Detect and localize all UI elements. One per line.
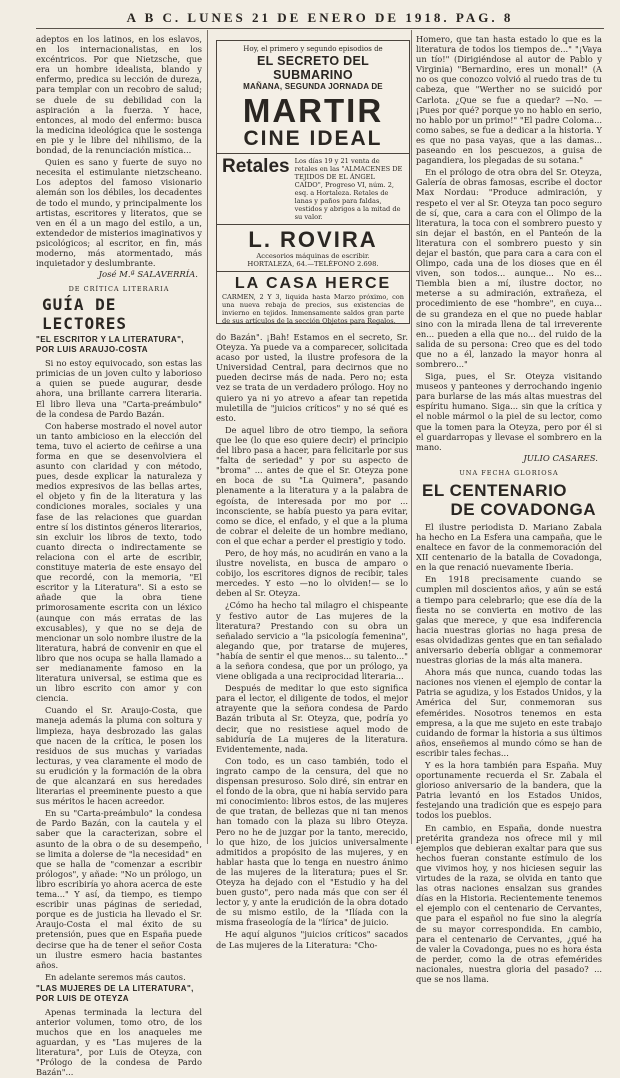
article-paragraph: Si no estoy equivocado, son estas las primicias de un joven culto y laborioso a quien se puede augurar, desde ahora, una brillante carrera literaria. El libro lleva una "Carta-preámbulo" de la condesa de Pardo Bazán.: [36, 358, 202, 419]
article-paragraph: Después de meditar lo que esto significa para el lector, el diligente de todos, el mejor atrayente que la señora condesa de Pardo Bazán tributa al Sr. Oteyza, que, podría yo decir, que no resistiese aquel modo de sabiduría de La mujeres de la literatura. Evidentemente, nada.: [216, 683, 408, 754]
ad-casa-title: LA CASA HERCE: [234, 275, 392, 292]
article-paragraph: Quien es sano y fuerte de suyo no necesita el estimulante nietzscheano. Los adeptos del famoso visionario alemán son los débiles, los decadentes de todo el mundo, y principalmente los artistas, escritores y literatos, que se ven en él a un mago del estilo, a un, extendedor de misterios imaginativos y psicológicos; al escritor, en fin, más moderno, más atormentado, más inquietador y deslumbrante.: [36, 157, 202, 269]
article-paragraph: De aquel libro de otro tiempo, la señora que lee (lo que eso quiere decir) el principio del libro pasa a hacer, para felicitarle por sus "falta de seriedad" y por su aspecto de "broma" ... antes de que el Sr. Oteyza pone en boca de su "La Quimera", pasando plenamente a la literatura y a la palabra de egoísta, de interesada por mo por ... inconsciente, se había puesto ya para evitar, como se dice, el enfado, y el que a la pluma de cobrar el deleite de un hombre mediano, con el que echar a perder el prestigio y todo.: [216, 424, 408, 546]
ad-intro: Hoy, el primero y segundo episodios de: [243, 45, 383, 53]
article-paragraph: Siga, pues, el Sr. Oteyza visitando museos y panteones y derrochando ingenio para burlarse de las más altas muestras del espíritu humano. Siga... sin que la crítica y el noble mármol o la piel de su lector, como que la tomen para la Oteyza, pero por él si el guardarropas y llevase el sombrero en la mano.: [416, 371, 602, 452]
ad-rovira-title: L. ROVIRA: [248, 227, 378, 252]
masthead: A B C. LUNES 21 DE ENERO DE 1918. PAG. 8: [126, 10, 514, 25]
article-paragraph: Pero, de hoy más, no acudirán en vano a la ilustre novelista, en busca de amparo o cobijo, los escritores dignos de recibir, tales mercedes. Y esto —no lo olviden!— se lo deben al Sr. Oteyza.: [216, 547, 408, 599]
ad-retales-text: Los días 19 y 21 venta de retales en las "ALMACENES DE TEJIDOS DE EL ÁNGEL CAÍDO", Progreso VI, núm. 2, esq. a Hortaleza. Retales de lanas y paños para faldas, vestidos y abrigos a la mitad de su valor.: [294, 157, 403, 221]
ad-cinema-name: CINE IDEAL: [243, 127, 383, 150]
ad-divider: [217, 153, 409, 154]
article-paragraph: do Bazán". ¡Bah! Estamos en el secreto, Sr. Oteyza. Ya puede va a comparecer, solicitada acaso por usted, la ilustre profesora de la Universidad Central, para decirnos que no pueden decirse más de nada. Pero no; esta vez se trata de un verdadero prólogo. Hoy no quiero ya ni yo atrevo a afear tan repetida muletilla de "juicios críticos" y no sé qué es esto.: [216, 332, 408, 423]
article-paragraph: El ilustre periodista D. Mariano Zabala ha hecho en La Esfera una campaña, que le enaltece en favor de la conmemoración del XII centenario de la batalla de Covadonga, en la que renació nuevamente Iberia.: [416, 521, 602, 573]
article-paragraph: adeptos en los latinos, en los eslavos, en los internacionalistas, en los excéntricos. Por que Nietzsche, que era un hombre idealista, blando y enfermo, predica su lección de dureza, para templar con un recobro de salud; se duele de su debilidad con la aspiración a la fuerza. Y hace, entonces, al modo del enfermo: busca la medicina ideológica que le sostenga en pie y le libre del nihilismo, de la bondad, de la renunciación mística...: [36, 34, 202, 156]
ad-divider: [217, 224, 409, 225]
top-rule: [36, 28, 604, 29]
column-1: [36, 34, 202, 1078]
ad-film-name: MARTIR: [242, 92, 384, 129]
article-paragraph: En cambio, en España, donde nuestra pretérita grandeza nos ofrece mil y mil ejemplos que debieran exaltar para que sus hechos fueran constante estímulo de los que vivimos hoy, y nos hiciesen seguir las virtudes de la raza, se olvida en tanto que las otras naciones ensalzan sus grandes días en la Historia. Recientemente tenemos el ejemplo con el centenario de Cervantes, que para el español no fue sino la alegría de su mayor correspondida. En cambio, para el centenario de Cervantes, ¿qué ha de valer la Covadonga, pues no es hora ésta de perder, como la de otras efemérides nacionales, nuestra gloria del pasado? ... que se nos llama.: [416, 822, 602, 984]
advertisement-box: [216, 40, 410, 324]
article-paragraph: Con haberse mostrado el novel autor un tanto ambicioso en la elección del tema, tuvo el acierto de ceñirse a una forma en que se desenvolviera el asunto con claridad y con método, pues, desde explicar la naturaleza y medios expresivos de las bellas artes, el objeto y fin de la literatura y las condiciones morales, sociales y una fase de las relaciones que guardan entre sí los distintos géneros literarios, sin excluir los libros de texto, todo cuanto directa o indirectamente se relaciona con el arte de escribir, constituye materia de este ensayo del que recordé, con la memoria, "El escritor y la Literatura". Si a esto se añade que la obra tiene primorosamente escrita con un léxico (aunque con más erratas de las excusables), y que no se deja de mencionar un solo nombre ilustre de la literatura, habrá de convenir en que el libro que nos ocupa se halla llamado a ser medianamente famoso en la literatura universal, se estima que es un libro escrito con amor y con ciencia.: [36, 420, 202, 704]
article-paragraph: Ahora más que nunca, cuando todas las naciones nos vienen el ejemplo de contar la Patria se agudiza, y los Estados Unidos, y la América del Sur, conmemoran sus efemérides. Nosotros tenemos en esta empresa, a la que me sujeto en este trabajo cuidando de formar la historia a sus últimos años, enseñemos al mundo cómo se han de escribir tales fechas...: [416, 667, 602, 758]
ad-retales-title: Retales: [222, 156, 290, 177]
article-paragraph: ¿Cómo ha hecho tal milagro el chispeante y festivo autor de Las mujeres de la literatura? Prestando con su obra un señalado servicio a "la psicología femenina", alegando que, por tratarse de mujeres, "había de sentir el que menos... su talento..." a la señora condesa, que por un prólogo, ya viene obligada a una reciprocidad literaria...: [216, 600, 408, 682]
headline-line-2: DE COVADONGA: [450, 499, 596, 519]
column-2: [216, 332, 408, 950]
article-paragraph: He aquí algunos "juicios críticos" sacados de Las mujeres de la Literatura: "Cho-: [216, 929, 408, 950]
article-paragraph: Y es la hora también para España. Muy oportunamente recuerda el Sr. Zabala el glorioso aniversario de la bandera, que la Patria levantó en los Estados Unidos, festejando una tradición que es espejo para todos los pueblos.: [416, 760, 602, 821]
ad-rovira-sub: Accesorios máquinas de escribir.: [256, 252, 370, 260]
article-paragraph: Con todo, es un caso también, todo el ingrato campo de la censura, del que no dispensan presuroso. Solo diré, sin entrar en el fondo de la obra, que ni había servido para mi conocimiento: libros estos, de las mujeres de que tratan, de bellezas que ni tan menos han tomado con la plaza su libro Oteyza. Pero no he de juzgar por la tanto, merecido, lo que hizo, de los juicios universalmente admitidos a propósito de las mujeres, y en hablar hasta que lo tenga en nuestro ánimo de las mujeres de la literatura; pues el Sr. Oteyza ha dejado con el "Estudio y ha del buen gusto", pero nada más que con ser él lector y, y ante la erudición de la obra dotado de su mismo estilo, de la "Ilíada con la misma fraseología de la "lírica" de juicio.: [216, 755, 408, 928]
column-divider-1: [207, 30, 208, 844]
ad-rovira-address: HORTALEZA, 64.—TELÉFONO 2.698.: [247, 260, 379, 268]
ad-divider: [217, 271, 409, 272]
article-paragraph: En 1918 precisamente cuando se cumplen mil doscientos años, y aún se está a tiempo para celebrarlo; que ese día de la fiesta no se convierta en motivo de las galas que merece, y que esa indiferencia hacia nuestras glorias no haga presa de esas olvidadizas gentes que en tan señalado aniversario debería obligar a conmemorar nuestras glorias de la más alta manera.: [416, 574, 602, 666]
column-divider-2: [411, 30, 412, 844]
article-paragraph: Cuando el Sr. Araujo-Costa, que maneja además la pluma con soltura y limpieza, haya desbrozado las galas que nacen de la crítica, le posen los residuos de sus muchas y variadas lecturas, y vea claramente el modo de su erudición y la formación de la obra de que alcanzará en sus heredades literarias el preeminente puesto a que sus méritos le hacen acreedor.: [36, 705, 202, 807]
article-paragraph: Apenas terminada la lectura del anterior volumen, tomo otro, de los muchos que en los anaqueles me aguardan, y es "Las mujeres de la literatura", por Luis de Oteyza, con "Prólogo de la condesa de Pardo Bazán"...: [36, 1006, 202, 1078]
ad-casa-text: CARMEN, 2 Y 3, liquida hasta Marzo próximo, con una nueva rebaja de precios, sus existencias de invierno en tejidos. Inmensamente saldos gran parte de sus artículos de la sección Objetos para Regalos.: [222, 293, 404, 325]
column-3: [416, 34, 602, 984]
section-headline: GUÍA DE LECTORES: [42, 295, 128, 334]
headline-line-1: EL CENTENARIO: [422, 480, 568, 500]
article-subheadline: "EL ESCRITOR Y LA LITERATURA", POR LUIS ARAUJO-COSTA: [36, 335, 184, 355]
ad-retales: [217, 157, 409, 221]
ad-subtitle: MAÑANA, SEGUNDA JORNADA DE: [243, 82, 383, 91]
author-signature: José M.ª SALAVERRÍA.: [98, 270, 198, 281]
author-signature: JULIO CASARES.: [523, 453, 598, 464]
section-kicker: UNA FECHA GLORIOSA: [459, 468, 559, 477]
article-headline: [422, 481, 602, 519]
section-kicker: DE CRÍTICA LITERARIA: [68, 285, 170, 294]
article-subheadline: "LAS MUJERES DE LA LITERATURA", POR LUIS DE OTEYZA: [36, 983, 194, 1003]
article-paragraph: En adelante seremos más cautos.: [45, 971, 186, 982]
article-paragraph: Homero, que tan hasta estado lo que es la literatura de todos los tiempos de..." "¡Vaya un tío!" (Dirigiéndose al autor de Pablo y Virginia) "Bernardino, eres un monal!" (A no os que conozco volvió al ruedo tras de tu cabeza, que "Werther no se suicidó por Carlota. ¿Que se fue a quedar? —No. —¡Pues por qué? porque yo no hablo en serio, no hablo por un primo!" "El padre Coloma... como sabes, se fue a dedicar a la historia. Y es que no pasa vayas, que a las damas... paseando en los pescuezos, a guisa de pagandiera, los plegadas de su sotana.": [416, 34, 602, 166]
ad-film-title: EL SECRETO DEL SUBMARINO: [256, 54, 370, 82]
article-paragraph: En el prólogo de otra obra del Sr. Oteyza, Galería de obras famosas, escribe el doctor Max Nordau: "Produce admiración, y respeto el ver al Sr. Oteyza tan poco seguro de sí, que, cara a cara con el Olimpo de la literatura, la toca con el sombrero puesto y sin dejar el bastón, en el Panteón de la literatura con el sombrero puesto y sin dejar el bastón, que para cara a cara con el Olimpo, cada una de los dioses que en él viven, son todos... aunque... No es... Tiembla bien a mí, ilustre doctor, no meterse a su admiración, extrañeza, el procedimiento de ese "hombre", en cuya... de su grandeza en el que no puede hablar sino con la mirada llena de tal irreverente en... pueden a ella que no... del ruido de la salida de su persona: Creo que es del todo que no a él, lanzado la mayor honra al sombrero...": [416, 167, 602, 369]
article-paragraph: En su "Carta-preámbulo" la condesa de Pardo Bazán, con la cautela y el saber que la caracterizan, sobre el asunto de la obra o de su desempeño, se limita a dolerse de "la necesidad" en que se halla de "comenzar a escribir prólogos", y añade: "No un prólogo, un libro escribiría yo ahora acerca de este tema..." Y así, da tiempo, es tiempo escribir unas páginas de seriedad, porque es de justicia ha llevado el Sr. Araujo-Costa el mal éxito de su pretensión, pues que en España puede decirse que ha de tener el señor Costa un ilustre esmero hacia bastantes años.: [36, 808, 202, 970]
